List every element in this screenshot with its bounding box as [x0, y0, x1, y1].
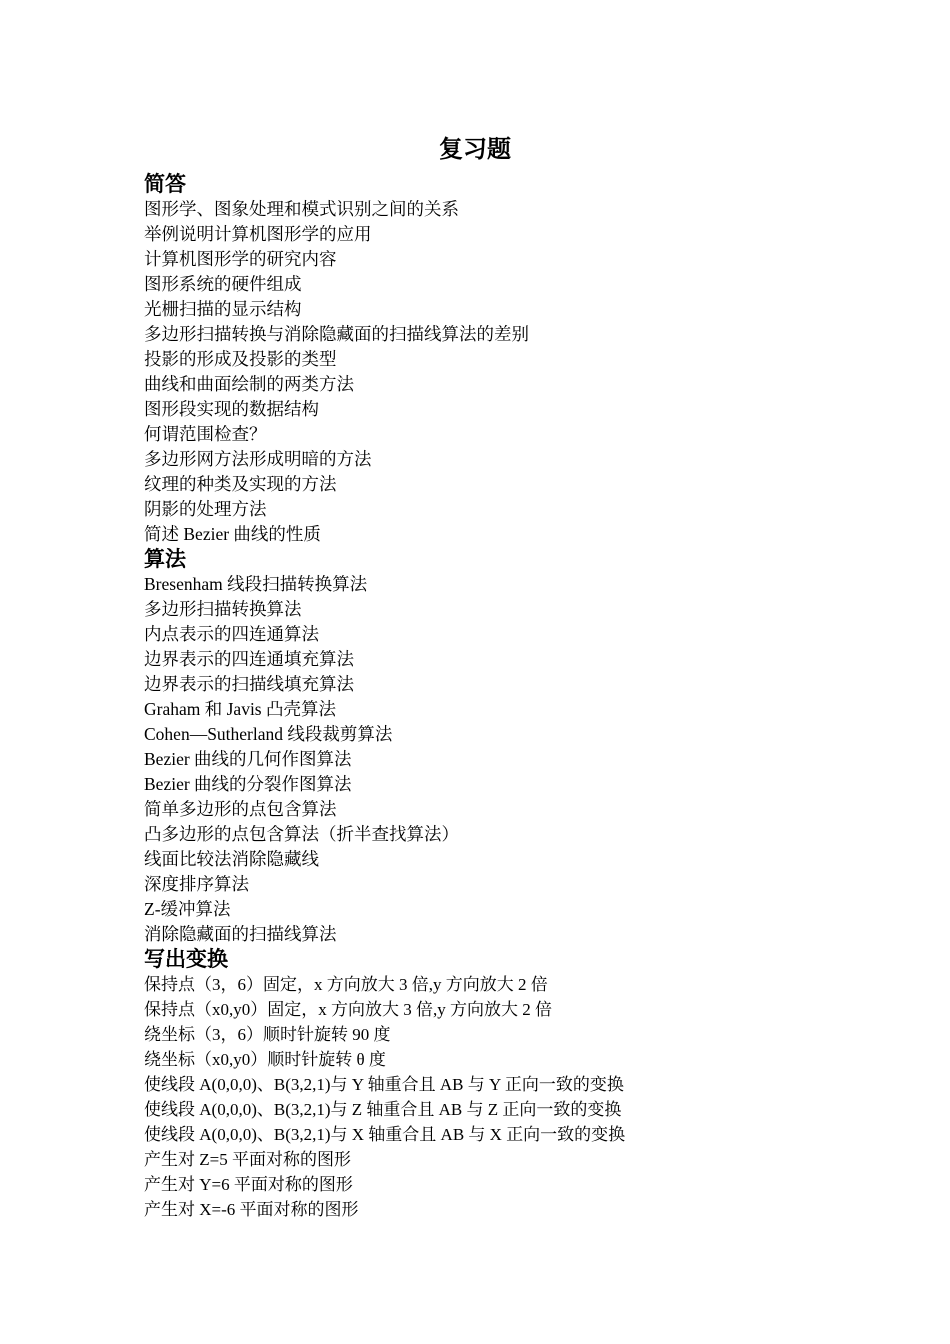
list-item: 举例说明计算机图形学的应用	[144, 224, 372, 244]
list-item: 使线段 A(0,0,0)、B(3,2,1)与 Z 轴重合且 AB 与 Z 正向一致的变换	[144, 1100, 622, 1119]
list-item: 深度排序算法	[144, 874, 249, 894]
list-item: 阴影的处理方法	[144, 499, 267, 519]
section-heading: 简答	[144, 173, 186, 196]
list-item: 何谓范围检查？	[144, 424, 267, 444]
list-item: 产生对 X=-6 平面对称的图形	[144, 1200, 359, 1219]
question-list	[144, 572, 824, 947]
list-item: 图形系统的硬件组成	[144, 274, 302, 294]
document-body	[144, 172, 824, 1222]
question-list	[144, 972, 824, 1222]
list-item: 投影的形成及投影的类型	[144, 349, 337, 369]
list-item: 绕坐标（x0,y0）顺时针旋转 θ 度	[144, 1050, 386, 1069]
list-item: 绕坐标（3，6）顺时针旋转 90 度	[144, 1025, 391, 1044]
list-item: 使线段 A(0,0,0)、B(3,2,1)与 X 轴重合且 AB 与 X 正向一致的变换	[144, 1125, 626, 1144]
list-item: 多边形网方法形成明暗的方法	[144, 449, 372, 469]
section-algorithms	[144, 547, 824, 947]
list-item: 简单多边形的点包含算法	[144, 799, 337, 819]
list-item: 消除隐藏面的扫描线算法	[144, 924, 337, 944]
list-item: 保持点（x0,y0）固定，x 方向放大 3 倍,y 方向放大 2 倍	[144, 1000, 552, 1019]
list-item: 计算机图形学的研究内容	[144, 249, 337, 269]
list-item: 凸多边形的点包含算法（折半查找算法）	[144, 824, 459, 844]
list-item: 简述 Bezier 曲线的性质	[144, 524, 321, 544]
question-list	[144, 197, 824, 547]
list-item: Bresenham 线段扫描转换算法	[144, 574, 368, 594]
section-heading: 算法	[144, 548, 186, 571]
list-item: 图形段实现的数据结构	[144, 399, 319, 419]
list-item: 线面比较法消除隐藏线	[144, 849, 319, 869]
list-item: 光栅扫描的显示结构	[144, 299, 302, 319]
section-heading: 写出变换	[144, 948, 228, 971]
list-item: Cohen—Sutherland 线段裁剪算法	[144, 724, 393, 744]
list-item: 曲线和曲面绘制的两类方法	[144, 374, 354, 394]
list-item: 产生对 Z=5 平面对称的图形	[144, 1150, 351, 1169]
list-item: Bezier 曲线的几何作图算法	[144, 749, 352, 769]
list-item: 使线段 A(0,0,0)、B(3,2,1)与 Y 轴重合且 AB 与 Y 正向一致的变换	[144, 1075, 624, 1094]
list-item: 多边形扫描转换算法	[144, 599, 302, 619]
list-item: 多边形扫描转换与消除隐藏面的扫描线算法的差别	[144, 324, 529, 344]
list-item: 边界表示的扫描线填充算法	[144, 674, 354, 694]
list-item: 图形学、图象处理和模式识别之间的关系	[144, 199, 459, 219]
list-item: Z-缓冲算法	[144, 899, 231, 919]
list-item: 保持点（3，6）固定，x 方向放大 3 倍,y 方向放大 2 倍	[144, 975, 548, 994]
list-item: 产生对 Y=6 平面对称的图形	[144, 1175, 353, 1194]
list-item: 边界表示的四连通填充算法	[144, 649, 354, 669]
section-transforms	[144, 947, 824, 1222]
list-item: Graham 和 Javis 凸壳算法	[144, 699, 336, 719]
list-item: Bezier 曲线的分裂作图算法	[144, 774, 352, 794]
section-short-answer	[144, 172, 824, 547]
list-item: 内点表示的四连通算法	[144, 624, 319, 644]
list-item: 纹理的种类及实现的方法	[144, 474, 337, 494]
page-title: 复习题	[439, 136, 511, 163]
